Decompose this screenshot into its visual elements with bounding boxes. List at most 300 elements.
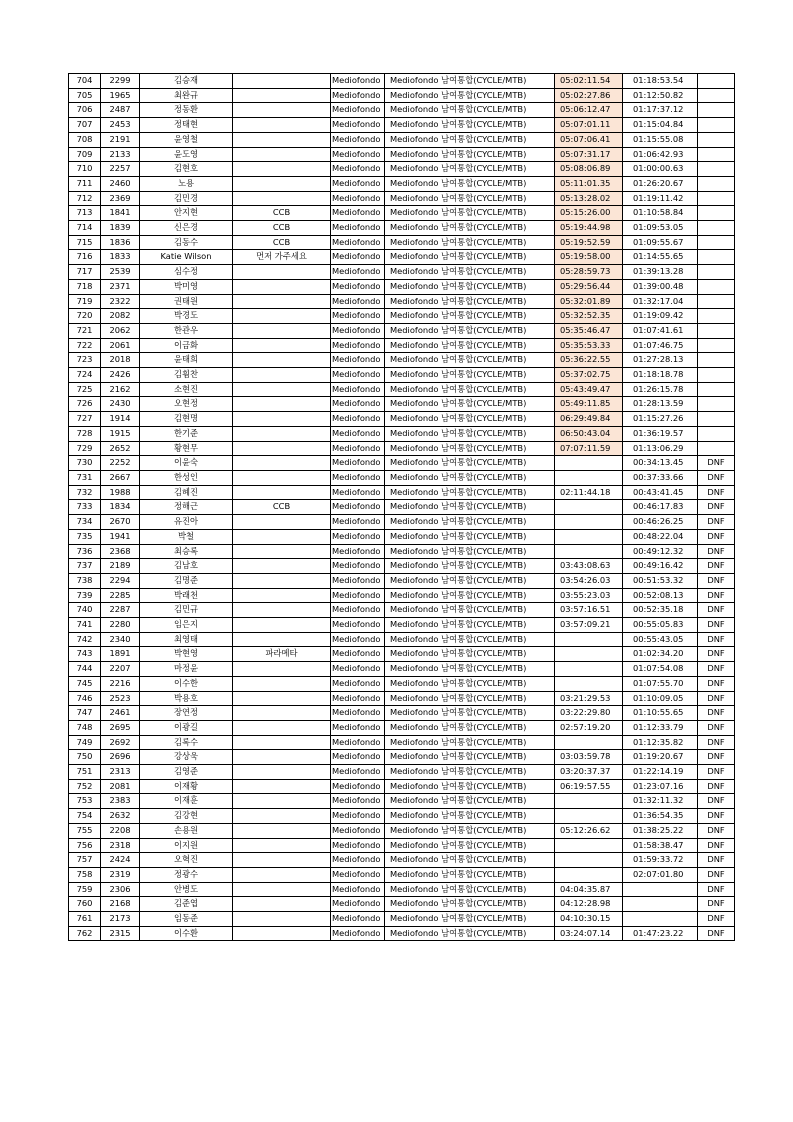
course-cell: Mediofondo xyxy=(331,426,385,441)
bib-cell: 2252 xyxy=(101,456,140,471)
finish-time-cell: 05:07:31.17 xyxy=(555,147,623,162)
status-cell: DNF xyxy=(698,794,735,809)
bib-cell: 2523 xyxy=(101,691,140,706)
bib-cell: 2062 xyxy=(101,323,140,338)
course-cell: Mediofondo xyxy=(331,603,385,618)
team-cell xyxy=(233,485,331,500)
bib-cell: 2162 xyxy=(101,382,140,397)
rank-cell: 749 xyxy=(69,735,101,750)
rank-cell: 753 xyxy=(69,794,101,809)
split-time-cell: 01:18:18.78 xyxy=(623,368,698,383)
table-row xyxy=(69,309,735,324)
split-time-cell: 01:38:25.22 xyxy=(623,823,698,838)
finish-time-cell: 05:19:52.59 xyxy=(555,235,623,250)
name-cell: 최영태 xyxy=(140,632,233,647)
status-cell: DNF xyxy=(698,647,735,662)
course-cell: Mediofondo xyxy=(331,103,385,118)
rank-cell: 710 xyxy=(69,162,101,177)
name-cell: 이금화 xyxy=(140,338,233,353)
table-row xyxy=(69,794,735,809)
results-table xyxy=(68,73,735,941)
status-cell xyxy=(698,441,735,456)
split-time-cell: 01:28:13.59 xyxy=(623,397,698,412)
category-cell: Mediofondo 남여통합(CYCLE/MTB) xyxy=(385,662,555,677)
finish-time-cell: 05:08:06.89 xyxy=(555,162,623,177)
name-cell: 임동준 xyxy=(140,912,233,927)
finish-time-cell: 06:29:49.84 xyxy=(555,412,623,427)
table-row xyxy=(69,485,735,500)
course-cell: Mediofondo xyxy=(331,632,385,647)
team-cell xyxy=(233,397,331,412)
split-time-cell: 00:49:16.42 xyxy=(623,559,698,574)
team-cell: CCB xyxy=(233,235,331,250)
course-cell: Mediofondo xyxy=(331,809,385,824)
name-cell: 윤도영 xyxy=(140,147,233,162)
name-cell: 김민규 xyxy=(140,603,233,618)
split-time-cell: 01:47:23.22 xyxy=(623,926,698,941)
split-time-cell: 01:07:55.70 xyxy=(623,676,698,691)
course-cell: Mediofondo xyxy=(331,412,385,427)
team-cell xyxy=(233,691,331,706)
status-cell xyxy=(698,221,735,236)
course-cell: Mediofondo xyxy=(331,691,385,706)
rank-cell: 748 xyxy=(69,720,101,735)
rank-cell: 745 xyxy=(69,676,101,691)
category-cell: Mediofondo 남여통합(CYCLE/MTB) xyxy=(385,573,555,588)
name-cell: 오혁진 xyxy=(140,853,233,868)
name-cell: 이수한 xyxy=(140,676,233,691)
finish-time-cell: 05:35:46.47 xyxy=(555,323,623,338)
team-cell xyxy=(233,368,331,383)
category-cell: Mediofondo 남여통합(CYCLE/MTB) xyxy=(385,823,555,838)
split-time-cell: 01:36:54.35 xyxy=(623,809,698,824)
bib-cell: 2018 xyxy=(101,353,140,368)
rank-cell: 711 xyxy=(69,176,101,191)
status-cell: DNF xyxy=(698,603,735,618)
name-cell: 유진아 xyxy=(140,515,233,530)
course-cell: Mediofondo xyxy=(331,559,385,574)
rank-cell: 750 xyxy=(69,750,101,765)
name-cell: 오현정 xyxy=(140,397,233,412)
name-cell: 김강현 xyxy=(140,809,233,824)
course-cell: Mediofondo xyxy=(331,662,385,677)
rank-cell: 706 xyxy=(69,103,101,118)
course-cell: Mediofondo xyxy=(331,573,385,588)
split-time-cell: 01:07:54.08 xyxy=(623,662,698,677)
split-time-cell: 01:14:55.65 xyxy=(623,250,698,265)
split-time-cell: 01:32:17.04 xyxy=(623,294,698,309)
team-cell xyxy=(233,853,331,868)
status-cell xyxy=(698,74,735,89)
course-cell: Mediofondo xyxy=(331,897,385,912)
team-cell xyxy=(233,632,331,647)
table-row xyxy=(69,632,735,647)
category-cell: Mediofondo 남여통합(CYCLE/MTB) xyxy=(385,118,555,133)
rank-cell: 755 xyxy=(69,823,101,838)
course-cell: Mediofondo xyxy=(331,838,385,853)
status-cell xyxy=(698,118,735,133)
status-cell xyxy=(698,382,735,397)
status-cell xyxy=(698,176,735,191)
finish-time-cell: 05:02:27.86 xyxy=(555,88,623,103)
split-time-cell: 00:43:41.45 xyxy=(623,485,698,500)
category-cell: Mediofondo 남여통합(CYCLE/MTB) xyxy=(385,426,555,441)
rank-cell: 740 xyxy=(69,603,101,618)
bib-cell: 2368 xyxy=(101,544,140,559)
name-cell: 김휨찬 xyxy=(140,368,233,383)
split-time-cell: 00:49:12.32 xyxy=(623,544,698,559)
status-cell xyxy=(698,294,735,309)
table-row xyxy=(69,926,735,941)
table-row xyxy=(69,720,735,735)
table-row xyxy=(69,529,735,544)
rank-cell: 718 xyxy=(69,279,101,294)
course-cell: Mediofondo xyxy=(331,88,385,103)
category-cell: Mediofondo 남여통합(CYCLE/MTB) xyxy=(385,691,555,706)
table-row xyxy=(69,515,735,530)
course-cell: Mediofondo xyxy=(331,118,385,133)
split-time-cell: 01:10:58.84 xyxy=(623,206,698,221)
status-cell: DNF xyxy=(698,838,735,853)
table-row xyxy=(69,221,735,236)
table-row xyxy=(69,912,735,927)
team-cell xyxy=(233,838,331,853)
table-row xyxy=(69,250,735,265)
finish-time-cell: 03:20:37.37 xyxy=(555,765,623,780)
status-cell xyxy=(698,412,735,427)
name-cell: 한성인 xyxy=(140,470,233,485)
team-cell xyxy=(233,103,331,118)
rank-cell: 728 xyxy=(69,426,101,441)
team-cell: 파라메타 xyxy=(233,647,331,662)
course-cell: Mediofondo xyxy=(331,309,385,324)
category-cell: Mediofondo 남여통합(CYCLE/MTB) xyxy=(385,382,555,397)
team-cell xyxy=(233,323,331,338)
split-time-cell: 01:39:13.28 xyxy=(623,265,698,280)
finish-time-cell xyxy=(555,794,623,809)
team-cell xyxy=(233,573,331,588)
team-cell xyxy=(233,867,331,882)
status-cell xyxy=(698,323,735,338)
rank-cell: 742 xyxy=(69,632,101,647)
status-cell xyxy=(698,103,735,118)
rank-cell: 732 xyxy=(69,485,101,500)
bib-cell: 2061 xyxy=(101,338,140,353)
category-cell: Mediofondo 남여통합(CYCLE/MTB) xyxy=(385,882,555,897)
course-cell: Mediofondo xyxy=(331,353,385,368)
finish-time-cell: 03:21:29.53 xyxy=(555,691,623,706)
status-cell: DNF xyxy=(698,456,735,471)
name-cell: 이광길 xyxy=(140,720,233,735)
finish-time-cell xyxy=(555,470,623,485)
finish-time-cell xyxy=(555,647,623,662)
rank-cell: 720 xyxy=(69,309,101,324)
name-cell: 박경도 xyxy=(140,309,233,324)
status-cell xyxy=(698,206,735,221)
name-cell: 김명준 xyxy=(140,573,233,588)
rank-cell: 738 xyxy=(69,573,101,588)
rank-cell: 707 xyxy=(69,118,101,133)
name-cell: 김록수 xyxy=(140,735,233,750)
table-row xyxy=(69,588,735,603)
status-cell xyxy=(698,265,735,280)
name-cell: 임은지 xyxy=(140,618,233,633)
course-cell: Mediofondo xyxy=(331,647,385,662)
bib-cell: 1833 xyxy=(101,250,140,265)
table-row xyxy=(69,353,735,368)
split-time-cell: 01:13:06.29 xyxy=(623,441,698,456)
split-time-cell: 01:10:55.65 xyxy=(623,706,698,721)
category-cell: Mediofondo 남여통합(CYCLE/MTB) xyxy=(385,750,555,765)
bib-cell: 2306 xyxy=(101,882,140,897)
rank-cell: 757 xyxy=(69,853,101,868)
table-row xyxy=(69,809,735,824)
category-cell: Mediofondo 남여통합(CYCLE/MTB) xyxy=(385,397,555,412)
bib-cell: 2695 xyxy=(101,720,140,735)
status-cell xyxy=(698,250,735,265)
bib-cell: 2257 xyxy=(101,162,140,177)
status-cell xyxy=(698,132,735,147)
category-cell: Mediofondo 남여통합(CYCLE/MTB) xyxy=(385,588,555,603)
name-cell: 김현명 xyxy=(140,412,233,427)
bib-cell: 1891 xyxy=(101,647,140,662)
split-time-cell: 00:55:43.05 xyxy=(623,632,698,647)
course-cell: Mediofondo xyxy=(331,823,385,838)
team-cell xyxy=(233,779,331,794)
status-cell: DNF xyxy=(698,618,735,633)
bib-cell: 2371 xyxy=(101,279,140,294)
team-cell xyxy=(233,750,331,765)
rank-cell: 724 xyxy=(69,368,101,383)
status-cell: DNF xyxy=(698,485,735,500)
status-cell: DNF xyxy=(698,750,735,765)
course-cell: Mediofondo xyxy=(331,735,385,750)
course-cell: Mediofondo xyxy=(331,485,385,500)
name-cell: 박래천 xyxy=(140,588,233,603)
category-cell: Mediofondo 남여통합(CYCLE/MTB) xyxy=(385,456,555,471)
name-cell: 윤태희 xyxy=(140,353,233,368)
status-cell: DNF xyxy=(698,882,735,897)
split-time-cell xyxy=(623,882,698,897)
table-row xyxy=(69,382,735,397)
finish-time-cell: 03:57:09.21 xyxy=(555,618,623,633)
bib-cell: 2667 xyxy=(101,470,140,485)
table-row xyxy=(69,867,735,882)
split-time-cell: 01:19:09.42 xyxy=(623,309,698,324)
bib-cell: 2632 xyxy=(101,809,140,824)
name-cell: 박현영 xyxy=(140,647,233,662)
team-cell xyxy=(233,529,331,544)
name-cell: 이재훈 xyxy=(140,794,233,809)
category-cell: Mediofondo 남여통합(CYCLE/MTB) xyxy=(385,221,555,236)
rank-cell: 704 xyxy=(69,74,101,89)
course-cell: Mediofondo xyxy=(331,750,385,765)
status-cell: DNF xyxy=(698,779,735,794)
rank-cell: 760 xyxy=(69,897,101,912)
category-cell: Mediofondo 남여통합(CYCLE/MTB) xyxy=(385,500,555,515)
finish-time-cell xyxy=(555,853,623,868)
table-row xyxy=(69,235,735,250)
category-cell: Mediofondo 남여통합(CYCLE/MTB) xyxy=(385,103,555,118)
status-cell: DNF xyxy=(698,588,735,603)
team-cell xyxy=(233,147,331,162)
bib-cell: 2287 xyxy=(101,603,140,618)
course-cell: Mediofondo xyxy=(331,676,385,691)
team-cell xyxy=(233,662,331,677)
rank-cell: 725 xyxy=(69,382,101,397)
table-row xyxy=(69,103,735,118)
category-cell: Mediofondo 남여통합(CYCLE/MTB) xyxy=(385,867,555,882)
status-cell: DNF xyxy=(698,515,735,530)
finish-time-cell: 05:28:59.73 xyxy=(555,265,623,280)
bib-cell: 2299 xyxy=(101,74,140,89)
course-cell: Mediofondo xyxy=(331,618,385,633)
name-cell: 안병도 xyxy=(140,882,233,897)
name-cell: 김현호 xyxy=(140,162,233,177)
table-row xyxy=(69,265,735,280)
name-cell: 박미영 xyxy=(140,279,233,294)
bib-cell: 1915 xyxy=(101,426,140,441)
status-cell: DNF xyxy=(698,823,735,838)
rank-cell: 746 xyxy=(69,691,101,706)
team-cell xyxy=(233,588,331,603)
rank-cell: 717 xyxy=(69,265,101,280)
bib-cell: 2426 xyxy=(101,368,140,383)
finish-time-cell: 02:11:44.18 xyxy=(555,485,623,500)
team-cell: CCB xyxy=(233,500,331,515)
status-cell: DNF xyxy=(698,691,735,706)
status-cell xyxy=(698,397,735,412)
finish-time-cell: 05:11:01.35 xyxy=(555,176,623,191)
category-cell: Mediofondo 남여통합(CYCLE/MTB) xyxy=(385,206,555,221)
split-time-cell xyxy=(623,897,698,912)
team-cell xyxy=(233,294,331,309)
finish-time-cell: 05:15:26.00 xyxy=(555,206,623,221)
table-row xyxy=(69,676,735,691)
name-cell: 윤영철 xyxy=(140,132,233,147)
category-cell: Mediofondo 남여통합(CYCLE/MTB) xyxy=(385,441,555,456)
category-cell: Mediofondo 남여통합(CYCLE/MTB) xyxy=(385,926,555,941)
finish-time-cell: 05:13:28.02 xyxy=(555,191,623,206)
finish-time-cell: 05:02:11.54 xyxy=(555,74,623,89)
split-time-cell: 01:19:11.42 xyxy=(623,191,698,206)
rank-cell: 744 xyxy=(69,662,101,677)
category-cell: Mediofondo 남여통합(CYCLE/MTB) xyxy=(385,912,555,927)
team-cell xyxy=(233,118,331,133)
team-cell xyxy=(233,720,331,735)
table-row xyxy=(69,412,735,427)
table-row xyxy=(69,191,735,206)
status-cell: DNF xyxy=(698,720,735,735)
course-cell: Mediofondo xyxy=(331,529,385,544)
category-cell: Mediofondo 남여통합(CYCLE/MTB) xyxy=(385,235,555,250)
bib-cell: 2208 xyxy=(101,823,140,838)
bib-cell: 2168 xyxy=(101,897,140,912)
rank-cell: 709 xyxy=(69,147,101,162)
table-row xyxy=(69,397,735,412)
table-row xyxy=(69,88,735,103)
split-time-cell: 01:09:53.05 xyxy=(623,221,698,236)
name-cell: Katie Wilson xyxy=(140,250,233,265)
status-cell: DNF xyxy=(698,500,735,515)
table-row xyxy=(69,618,735,633)
name-cell: 김준엽 xyxy=(140,897,233,912)
name-cell: 한기준 xyxy=(140,426,233,441)
results-body xyxy=(69,74,735,941)
finish-time-cell: 05:19:44.98 xyxy=(555,221,623,236)
table-row xyxy=(69,176,735,191)
rank-cell: 737 xyxy=(69,559,101,574)
status-cell xyxy=(698,279,735,294)
status-cell: DNF xyxy=(698,809,735,824)
team-cell xyxy=(233,765,331,780)
course-cell: Mediofondo xyxy=(331,882,385,897)
rank-cell: 729 xyxy=(69,441,101,456)
category-cell: Mediofondo 남여통합(CYCLE/MTB) xyxy=(385,353,555,368)
team-cell xyxy=(233,426,331,441)
bib-cell: 2487 xyxy=(101,103,140,118)
course-cell: Mediofondo xyxy=(331,794,385,809)
bib-cell: 2285 xyxy=(101,588,140,603)
finish-time-cell: 03:43:08.63 xyxy=(555,559,623,574)
category-cell: Mediofondo 남여통합(CYCLE/MTB) xyxy=(385,176,555,191)
rank-cell: 730 xyxy=(69,456,101,471)
bib-cell: 2216 xyxy=(101,676,140,691)
table-row xyxy=(69,500,735,515)
split-time-cell: 01:59:33.72 xyxy=(623,853,698,868)
split-time-cell: 00:51:53.32 xyxy=(623,573,698,588)
table-row xyxy=(69,823,735,838)
category-cell: Mediofondo 남여통합(CYCLE/MTB) xyxy=(385,676,555,691)
name-cell: 김혜진 xyxy=(140,485,233,500)
finish-time-cell xyxy=(555,867,623,882)
split-time-cell: 01:00:00.63 xyxy=(623,162,698,177)
split-time-cell: 00:46:26.25 xyxy=(623,515,698,530)
name-cell: 강상욱 xyxy=(140,750,233,765)
rank-cell: 752 xyxy=(69,779,101,794)
split-time-cell xyxy=(623,912,698,927)
finish-time-cell: 05:32:01.89 xyxy=(555,294,623,309)
course-cell: Mediofondo xyxy=(331,544,385,559)
name-cell: 정태현 xyxy=(140,118,233,133)
course-cell: Mediofondo xyxy=(331,221,385,236)
finish-time-cell: 05:12:26.62 xyxy=(555,823,623,838)
finish-time-cell xyxy=(555,529,623,544)
finish-time-cell xyxy=(555,809,623,824)
finish-time-cell: 05:07:06.41 xyxy=(555,132,623,147)
bib-cell: 1988 xyxy=(101,485,140,500)
category-cell: Mediofondo 남여통합(CYCLE/MTB) xyxy=(385,323,555,338)
table-row xyxy=(69,294,735,309)
finish-time-cell: 02:57:19.20 xyxy=(555,720,623,735)
split-time-cell: 01:23:07.16 xyxy=(623,779,698,794)
course-cell: Mediofondo xyxy=(331,912,385,927)
category-cell: Mediofondo 남여통합(CYCLE/MTB) xyxy=(385,809,555,824)
rank-cell: 754 xyxy=(69,809,101,824)
course-cell: Mediofondo xyxy=(331,206,385,221)
rank-cell: 743 xyxy=(69,647,101,662)
category-cell: Mediofondo 남여통합(CYCLE/MTB) xyxy=(385,162,555,177)
team-cell xyxy=(233,412,331,427)
course-cell: Mediofondo xyxy=(331,720,385,735)
category-cell: Mediofondo 남여통합(CYCLE/MTB) xyxy=(385,735,555,750)
status-cell xyxy=(698,162,735,177)
status-cell: DNF xyxy=(698,559,735,574)
split-time-cell: 01:07:41.61 xyxy=(623,323,698,338)
bib-cell: 2315 xyxy=(101,926,140,941)
split-time-cell: 01:26:15.78 xyxy=(623,382,698,397)
split-time-cell: 01:10:09.05 xyxy=(623,691,698,706)
